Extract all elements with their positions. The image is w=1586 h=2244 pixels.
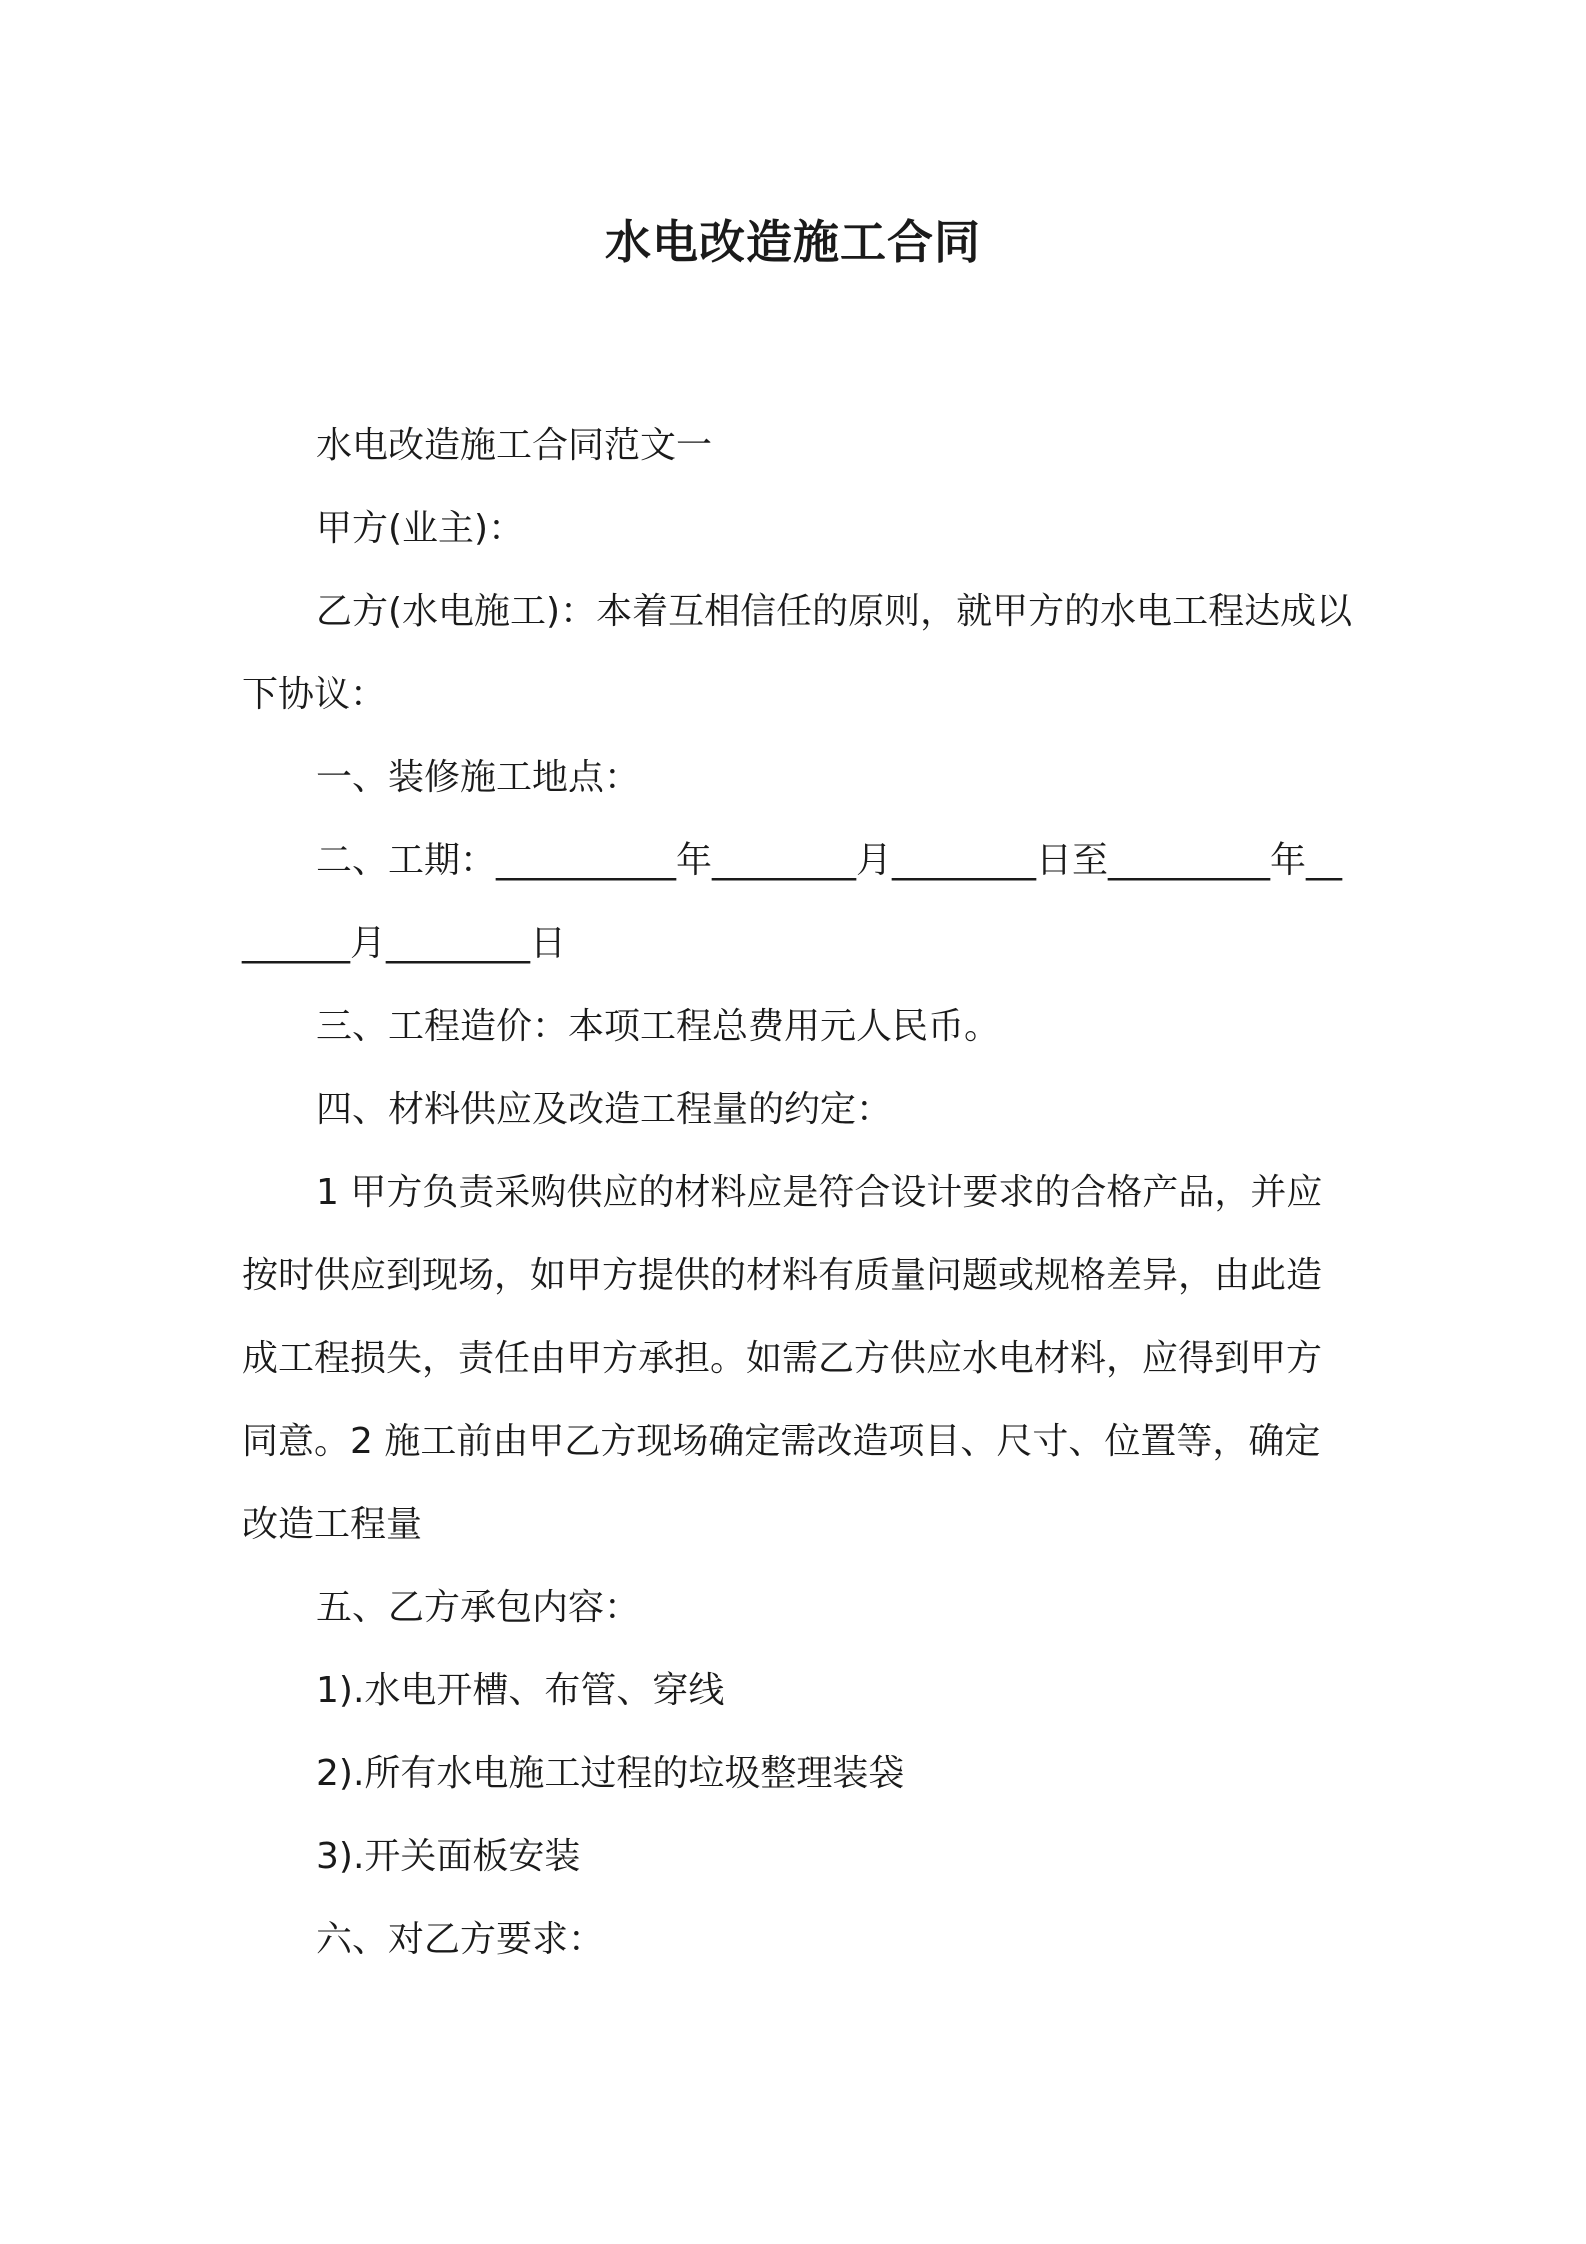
paragraph-party-b: 乙方(水电施工)：本着互相信任的原则，就甲方的水电工程达成以下协议： (242, 591, 1353, 715)
list-item: 1).水电开槽、布管、穿线 (316, 1670, 725, 1711)
paragraph-section-3: 三、工程造价：本项工程总费用元人民币。 (316, 1006, 1001, 1047)
paragraph-section-4: 四、材料供应及改造工程量的约定： (316, 1089, 893, 1130)
paragraph-section-2: 二、工期：__________年________月________日至_________年________月________日 (242, 840, 1343, 964)
paragraph-section-6: 六、对乙方要求： (316, 1919, 605, 1960)
list-item: 2).所有水电施工过程的垃圾整理装袋 (316, 1753, 905, 1794)
paragraph-section-5: 五、乙方承包内容： (316, 1587, 641, 1628)
paragraph-section-4-detail: 1 甲方负责采购供应的材料应是符合设计要求的合格产品，并应按时供应到现场，如甲方提供的材料有质量问题或规格差异，由此造成工程损失，责任由甲方承担。如需乙方供应水电材料，应得到甲方同意。2 施工前由甲乙方现场确定需改造项目、尺寸、位置等，确定改造工程量 (242, 1172, 1323, 1545)
document-title: 水电改造施工合同 (605, 215, 981, 269)
paragraph-party-a: 甲方(业主)： (316, 508, 525, 549)
paragraph-section-1: 一、装修施工地点： (316, 757, 641, 798)
document-body (242, 404, 1356, 1981)
list-item: 3).开关面板安装 (316, 1836, 581, 1877)
paragraph-heading-sample: 水电改造施工合同范文一 (316, 425, 713, 466)
